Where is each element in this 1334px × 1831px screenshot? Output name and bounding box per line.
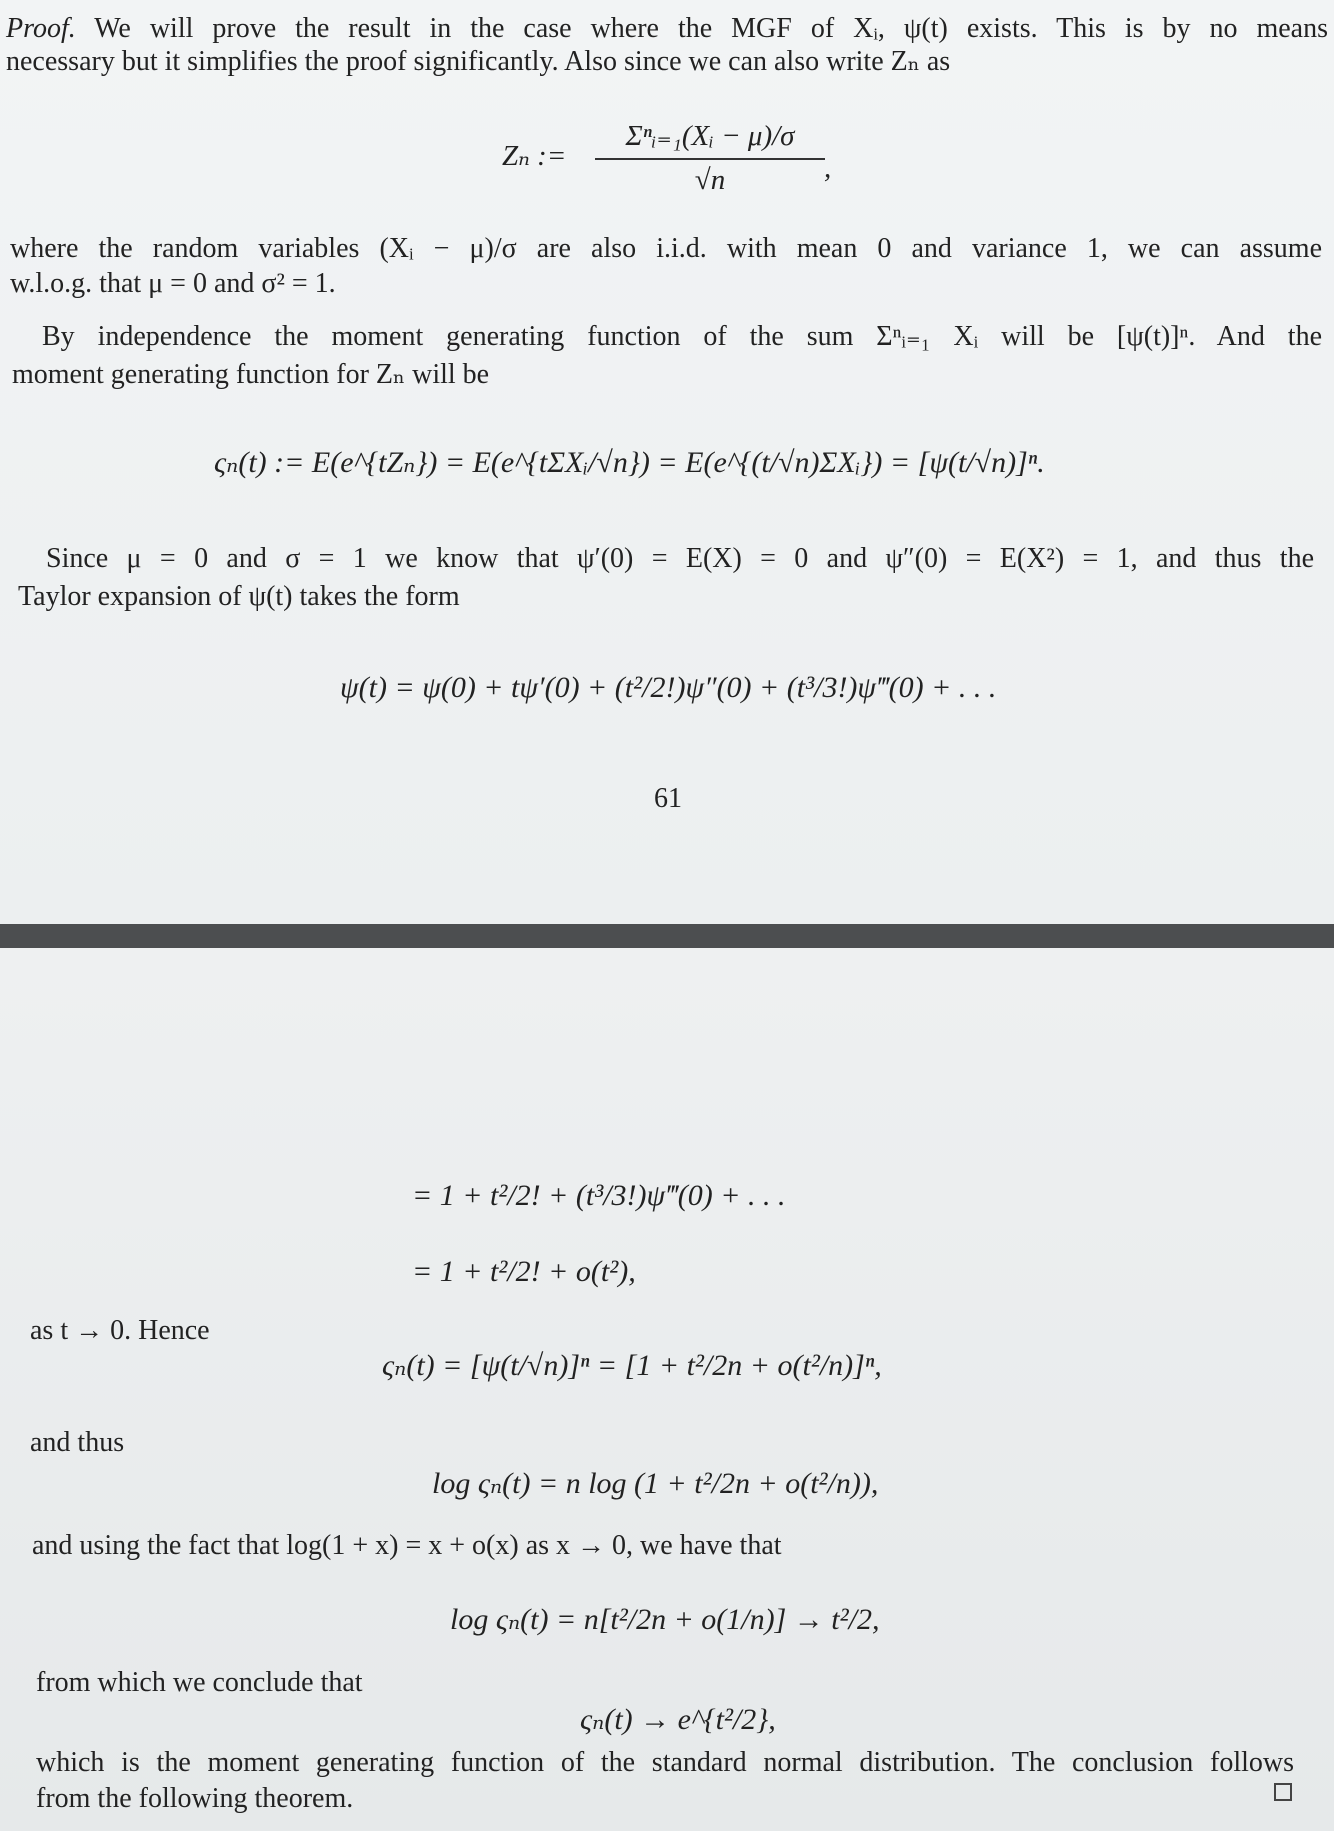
proof-line-1-text: We will prove the result in the case where the MGF of Xᵢ, ψ(t) exists. This is by no means <box>94 13 1329 44</box>
equation-continued-line-2: = 1 + t²/2! + o(t²), <box>412 1255 636 1288</box>
para2-line-1: where the random variables (Xᵢ − μ)/σ are also i.i.d. with mean 0 and variance 1, we can assume <box>10 233 1322 264</box>
equation-zn-denominator: √n <box>694 164 726 196</box>
equation-mgf-limit: ςₙ(t) → e^{t²/2}, <box>580 1703 776 1736</box>
para3-line-2: moment generating function for Zₙ will be <box>12 359 490 390</box>
para3-line-1: By independence the moment generating function of the sum Σⁿᵢ₌₁ Xᵢ will be [ψ(t)]ⁿ. And the <box>42 321 1322 352</box>
equation-log-first: log ςₙ(t) = n log (1 + t²/2n + o(t²/n)), <box>432 1467 879 1500</box>
page-divider <box>0 924 1334 948</box>
equation-hence: ςₙ(t) = [ψ(t/√n)]ⁿ = [1 + t²/2n + o(t²/n)]ⁿ, <box>382 1349 882 1382</box>
text-and-thus: and thus <box>30 1427 125 1458</box>
equation-zn-lhs: Zₙ := <box>502 140 567 172</box>
final-line-1: which is the moment generating function of the standard normal distribution. The conclusion follows <box>36 1747 1294 1778</box>
equation-taylor-expansion: ψ(t) = ψ(0) + tψ′(0) + (t²/2!)ψ″(0) + (t³/3!)ψ‴(0) + . . . <box>340 671 997 704</box>
equation-continued-line-1: = 1 + t²/2! + (t³/3!)ψ‴(0) + . . . <box>412 1179 786 1212</box>
proof-label: Proof. <box>6 13 76 44</box>
para2-line-2: w.l.o.g. that μ = 0 and σ² = 1. <box>10 268 336 299</box>
equation-zn-comma: , <box>824 152 832 184</box>
equation-mgf-zn: ςₙ(t) := E(e^{tZₙ}) = E(e^{tΣXᵢ/√n}) = E(e^{(t/√n)ΣXᵢ}) = [ψ(t/√n)]ⁿ. <box>214 446 1045 479</box>
equation-log-limit: log ςₙ(t) = n[t²/2n + o(1/n)] → t²/2, <box>450 1603 880 1636</box>
qed-square-icon <box>1274 1783 1292 1801</box>
fraction-bar <box>595 158 825 160</box>
para4-line-1: Since μ = 0 and σ = 1 we know that ψ′(0) = E(X) = 0 and ψ″(0) = E(X²) = 1, and thus the <box>46 543 1314 574</box>
text-as-t-to-zero: as t → 0. Hence <box>30 1315 210 1346</box>
proof-line-1 <box>6 12 1328 46</box>
proof-line-2: necessary but it simplifies the proof significantly. Also since we can also write Zₙ as <box>6 46 951 77</box>
book-page-bottom <box>0 948 1334 1831</box>
text-from-which: from which we conclude that <box>36 1667 363 1698</box>
text-using-fact: and using the fact that log(1 + x) = x + o(x) as x → 0, we have that <box>32 1530 782 1561</box>
final-line-2: from the following theorem. <box>36 1783 354 1814</box>
page-number: 61 <box>654 783 682 814</box>
para4-line-2: Taylor expansion of ψ(t) takes the form <box>18 581 460 612</box>
equation-zn-numerator: Σⁿᵢ₌₁(Xᵢ − μ)/σ <box>625 120 795 152</box>
